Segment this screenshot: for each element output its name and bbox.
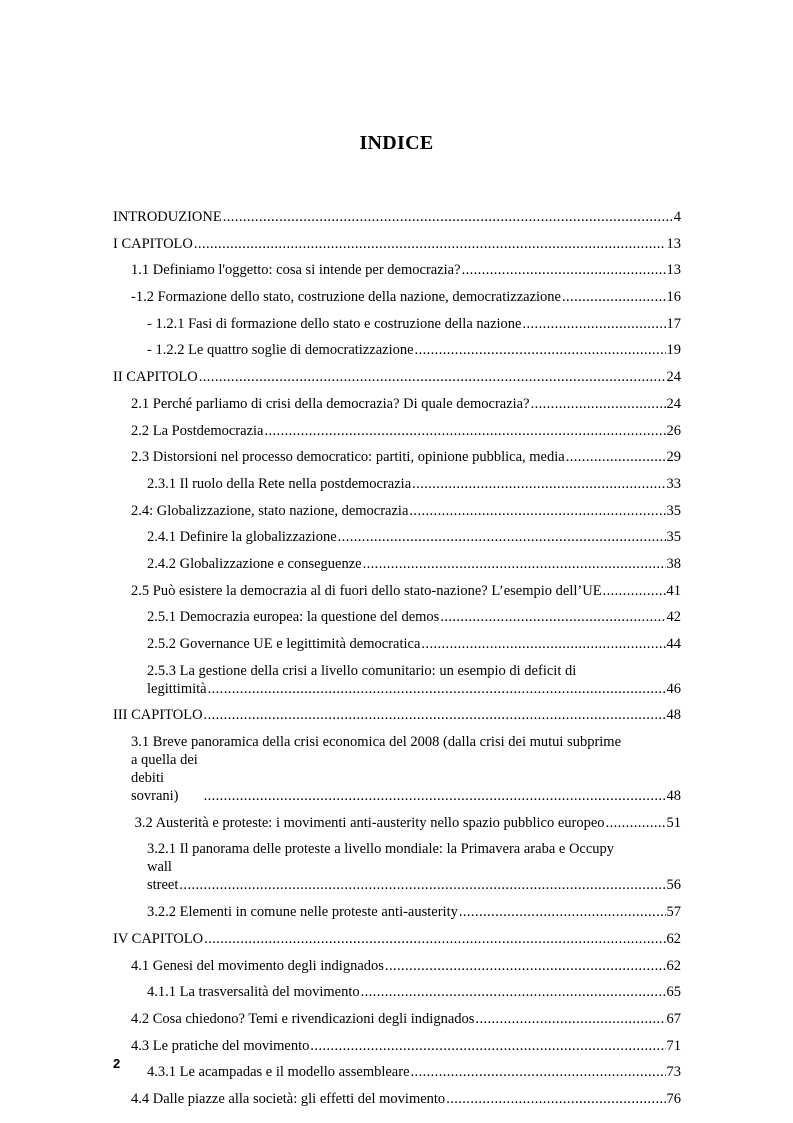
toc-entry-title: I CAPITOLO — [113, 235, 193, 252]
dot-leader — [522, 315, 665, 333]
dot-leader — [264, 422, 665, 440]
dot-leader — [223, 208, 673, 226]
dot-leader — [194, 235, 666, 253]
table-of-contents — [113, 208, 681, 1117]
toc-entry-page: 41 — [666, 582, 681, 599]
toc-entry-title: 2.4.1 Definire la globalizzazione — [147, 529, 337, 546]
toc-entry[interactable] — [113, 983, 681, 1001]
dot-leader — [475, 1010, 665, 1028]
dot-leader — [606, 814, 666, 832]
dot-leader — [361, 983, 666, 1001]
dot-leader — [338, 528, 666, 546]
toc-entry-page: 73 — [666, 1064, 681, 1081]
dot-leader — [385, 957, 666, 975]
toc-entry-page: 62 — [666, 930, 681, 947]
toc-entry-title: 2.5.1 Democrazia europea: la questione del demos — [147, 609, 440, 626]
toc-entry-page: 67 — [666, 1010, 681, 1027]
dot-leader — [562, 288, 666, 306]
toc-entry[interactable] — [113, 1090, 681, 1108]
toc-entry[interactable] — [113, 930, 681, 948]
toc-entry-title: 3.1 Breve panoramica della crisi economica del 2008 (dalla crisi dei mutui subprime — [131, 734, 622, 751]
toc-entry[interactable] — [113, 208, 681, 226]
toc-entry-title: 2.1 Perché parliamo di crisi della democrazia? Di quale democrazia? — [131, 395, 530, 412]
toc-entry-page: 19 — [666, 342, 681, 359]
toc-entry[interactable] — [113, 706, 681, 724]
toc-entry[interactable] — [113, 422, 681, 440]
toc-entry-title: IV CAPITOLO — [113, 930, 204, 947]
toc-entry[interactable] — [113, 235, 681, 253]
page-number: 2 — [113, 1056, 121, 1071]
toc-entry-title: 2.4: Globalizzazione, stato nazione, democrazia — [131, 502, 409, 519]
toc-entry-title: -1.2 Formazione dello stato, costruzione della nazione, democratizzazione — [131, 289, 561, 306]
toc-entry[interactable] — [113, 395, 681, 413]
toc-entry[interactable] — [113, 840, 681, 894]
dot-leader — [411, 1063, 666, 1081]
toc-entry-page: 17 — [666, 315, 681, 332]
toc-entry[interactable] — [113, 341, 681, 359]
dot-leader — [459, 903, 666, 921]
dot-leader — [415, 341, 666, 359]
toc-entry-title: II CAPITOLO — [113, 369, 198, 386]
dot-leader — [412, 475, 665, 493]
toc-entry[interactable] — [113, 502, 681, 520]
toc-entry-page: 48 — [666, 707, 681, 724]
toc-entry-title: 4.1 Genesi del movimento degli indignados — [131, 957, 384, 974]
toc-entry-title: - 1.2.2 Le quattro soglie di democratizzazione — [147, 342, 414, 359]
toc-entry-page: 48 — [666, 788, 681, 805]
toc-entry[interactable] — [113, 315, 681, 333]
toc-entry-page: 57 — [666, 904, 681, 921]
toc-entry[interactable] — [113, 555, 681, 573]
toc-entry-title: 3.2 Austerità e proteste: i movimenti anti-austerity nello spazio pubblico europeo — [131, 814, 605, 831]
toc-entry-page: 38 — [666, 555, 681, 572]
toc-entry-page: 44 — [666, 636, 681, 652]
toc-entry[interactable] — [113, 448, 681, 466]
dot-leader — [179, 876, 665, 894]
dot-leader — [208, 680, 666, 698]
toc-entry-title-continued: legittimità — [147, 680, 207, 697]
toc-entry[interactable] — [113, 528, 681, 546]
dot-leader — [440, 608, 665, 626]
toc-entry-title-continued: a quella dei debiti sovrani) — [131, 752, 198, 805]
toc-entry-title: 4.3.1 Le acampadas e il modello assembleare — [147, 1064, 410, 1081]
toc-entry-title: 2.5 Può esistere la democrazia al di fuori dello stato-nazione? L’esempio dell’UE — [131, 582, 602, 599]
toc-entry-page: 16 — [666, 289, 681, 306]
toc-entry-page: 24 — [666, 369, 681, 386]
toc-entry-page: 56 — [666, 877, 681, 894]
toc-entry-page: 24 — [666, 395, 681, 412]
toc-entry[interactable] — [113, 1063, 681, 1081]
toc-entry[interactable] — [113, 814, 681, 832]
toc-entry-page: 76 — [666, 1090, 681, 1107]
toc-entry-title: 4.3 Le pratiche del movimento — [131, 1037, 310, 1054]
toc-entry[interactable] — [113, 261, 681, 279]
toc-entry-title-continued: wall street — [147, 859, 179, 894]
toc-entry[interactable] — [113, 1037, 681, 1055]
toc-entry-title: 2.5.2 Governance UE e legittimità democratica — [147, 636, 421, 652]
toc-entry[interactable] — [113, 368, 681, 386]
toc-entry-page: 33 — [666, 475, 681, 492]
dot-leader — [199, 368, 666, 386]
toc-entry-title: 2.3.1 Il ruolo della Rete nella postdemocrazia — [147, 475, 412, 492]
toc-entry-continuation — [147, 858, 681, 894]
toc-entry-title: 3.2.2 Elementi in comune nelle proteste anti-austerity — [147, 904, 458, 921]
toc-entry[interactable] — [113, 662, 681, 698]
dot-leader — [310, 1037, 665, 1055]
toc-entry-page: 62 — [666, 957, 681, 974]
toc-entry-title: - 1.2.1 Fasi di formazione dello stato e costruzione della nazione — [147, 315, 522, 332]
toc-entry-page: 65 — [666, 984, 681, 1001]
dot-leader — [462, 261, 666, 279]
dot-leader — [421, 635, 665, 653]
toc-entry[interactable] — [113, 475, 681, 493]
toc-entry-page: 13 — [666, 235, 681, 252]
toc-entry-title: 4.4 Dalle piazze alla società: gli effetti del movimento — [131, 1090, 446, 1107]
toc-entry[interactable] — [113, 635, 681, 653]
toc-entry-title: 2.4.2 Globalizzazione e conseguenze — [147, 555, 362, 572]
toc-entry-page: 51 — [666, 814, 681, 831]
toc-entry-page: 35 — [666, 529, 681, 546]
dot-leader — [446, 1090, 665, 1108]
toc-entry-continuation — [147, 680, 681, 698]
toc-entry-page: 46 — [666, 680, 681, 697]
toc-entry-page: 71 — [666, 1037, 681, 1054]
dot-leader — [204, 930, 665, 948]
dot-leader — [363, 555, 666, 573]
toc-entry-continuation — [131, 751, 681, 805]
toc-entry-page: 29 — [666, 449, 681, 466]
dot-leader — [409, 502, 665, 520]
toc-entry-title: 2.2 La Postdemocrazia — [131, 422, 264, 439]
toc-entry-title: INTRODUZIONE — [113, 209, 222, 225]
toc-entry-title: 1.1 Definiamo l'oggetto: cosa si intende per democrazia? — [131, 262, 461, 279]
dot-leader — [204, 706, 666, 724]
toc-entry-title: 4.2 Cosa chiedono? Temi e rivendicazioni degli indignados — [131, 1010, 475, 1027]
dot-leader — [531, 395, 666, 413]
toc-entry-page: 26 — [666, 422, 681, 439]
dot-leader — [566, 448, 666, 466]
toc-entry-page: 35 — [666, 502, 681, 519]
toc-entry-title: 3.2.1 Il panorama delle proteste a livello mondiale: la Primavera araba e Occupy — [147, 841, 615, 858]
toc-entry-page: 4 — [673, 209, 681, 225]
toc-entry-title: III CAPITOLO — [113, 707, 203, 724]
toc-entry[interactable] — [113, 957, 681, 975]
dot-leader — [603, 582, 666, 600]
toc-entry-title: 4.1.1 La trasversalità del movimento — [147, 984, 360, 1001]
toc-entry[interactable] — [113, 903, 681, 921]
toc-entry-page: 42 — [666, 609, 681, 626]
toc-entry[interactable] — [113, 1010, 681, 1028]
toc-entry[interactable] — [113, 733, 681, 805]
toc-entry[interactable] — [113, 582, 681, 600]
toc-entry-title: 2.5.3 La gestione della crisi a livello comunitario: un esempio di deficit di — [147, 662, 577, 679]
toc-entry[interactable] — [113, 608, 681, 626]
toc-entry[interactable] — [113, 288, 681, 306]
toc-entry-page: 13 — [666, 262, 681, 279]
toc-entry-title: 2.3 Distorsioni nel processo democratico: partiti, opinione pubblica, media — [131, 449, 565, 466]
page-title: INDICE — [359, 132, 434, 154]
dot-leader — [204, 787, 666, 805]
